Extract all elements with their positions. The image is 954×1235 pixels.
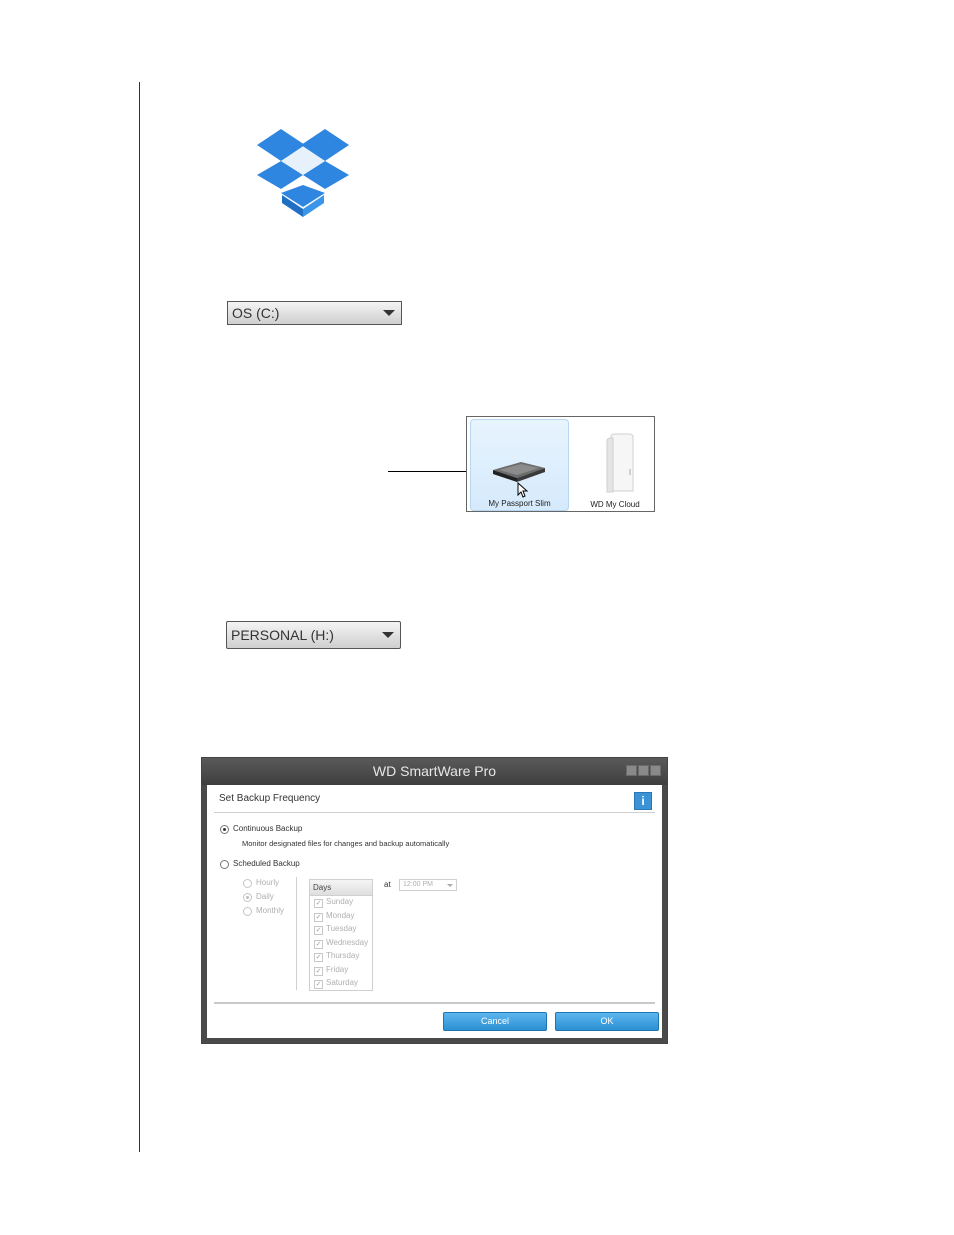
day-checkbox-tuesday[interactable] [314,923,356,935]
close-icon[interactable] [650,765,661,776]
hourly-radio[interactable] [243,879,252,888]
divider [296,877,297,990]
source-drive-value: OS (C:) [232,305,280,321]
day-label: Sunday [326,897,354,906]
minimize-icon[interactable] [626,765,637,776]
checkmark-icon: ✓ [315,900,322,907]
scheduled-backup-label: Scheduled Backup [233,859,300,868]
checkmark-icon: ✓ [315,954,322,961]
dialog-titlebar[interactable] [202,758,667,785]
chevron-down-icon [447,884,453,887]
continuous-backup-radio[interactable] [220,825,229,834]
chevron-down-icon [382,632,394,638]
section-title: Set Backup Frequency [219,793,321,804]
ok-button[interactable]: OK [555,1012,659,1031]
checkmark-icon: ✓ [315,913,322,921]
days-list [309,879,373,991]
continuous-backup-label: Continuous Backup [233,824,303,833]
day-checkbox-wednesday[interactable] [314,937,368,949]
dialog-title: WD SmartWare Pro [372,763,497,779]
day-checkbox-monday[interactable] [314,910,354,922]
divider [214,812,655,813]
day-checkbox-friday[interactable] [314,964,348,976]
mouse-cursor-icon [517,482,529,498]
time-dropdown[interactable] [399,879,457,891]
chevron-down-icon [383,310,395,316]
info-icon[interactable]: i [634,792,652,810]
time-value: 12:00 PM [403,881,433,888]
day-label: Saturday [326,978,359,987]
cloud-drive-icon [605,433,635,493]
device-tile-my-passport-slim[interactable] [470,419,569,511]
day-label: Friday [326,964,349,974]
day-label: Monday [326,910,355,920]
checkmark-icon: ✓ [315,967,322,975]
daily-radio[interactable] [243,893,252,902]
hourly-label: Hourly [256,878,280,887]
checkmark-icon: ✓ [315,927,322,934]
dropbox-logo-icon [250,125,356,219]
destination-drive-value: PERSONAL (H:) [231,627,334,643]
daily-label: Daily [256,892,274,901]
dialog-body [207,785,662,1038]
source-drive-dropdown[interactable] [227,301,402,325]
continuous-backup-description: Monitor designated files for changes and backup automatically [242,839,450,848]
device-selector [466,416,655,512]
day-label: Tuesday [326,924,357,933]
at-label: at [384,880,391,889]
destination-drive-dropdown[interactable] [226,621,401,649]
device-label: My Passport Slim [488,499,551,508]
day-checkbox-sunday[interactable] [314,896,353,908]
monthly-label: Monthly [256,906,285,915]
day-checkbox-thursday[interactable] [314,950,359,962]
day-label: Thursday [326,951,360,960]
page-margin-rule [139,82,140,1152]
day-label: Wednesday [326,937,369,947]
divider [214,1002,655,1004]
monthly-radio[interactable] [243,907,252,916]
checkmark-icon: ✓ [315,981,322,988]
maximize-icon[interactable] [638,765,649,776]
checkmark-icon: ✓ [315,940,322,948]
device-tile-wd-my-cloud[interactable] [577,419,653,511]
cancel-button[interactable]: Cancel [443,1012,547,1031]
device-label: WD My Cloud [590,500,640,509]
days-header: Days [310,880,372,896]
scheduled-backup-radio[interactable] [220,860,229,869]
day-checkbox-saturday[interactable] [314,977,358,989]
backup-frequency-dialog [201,757,668,1044]
